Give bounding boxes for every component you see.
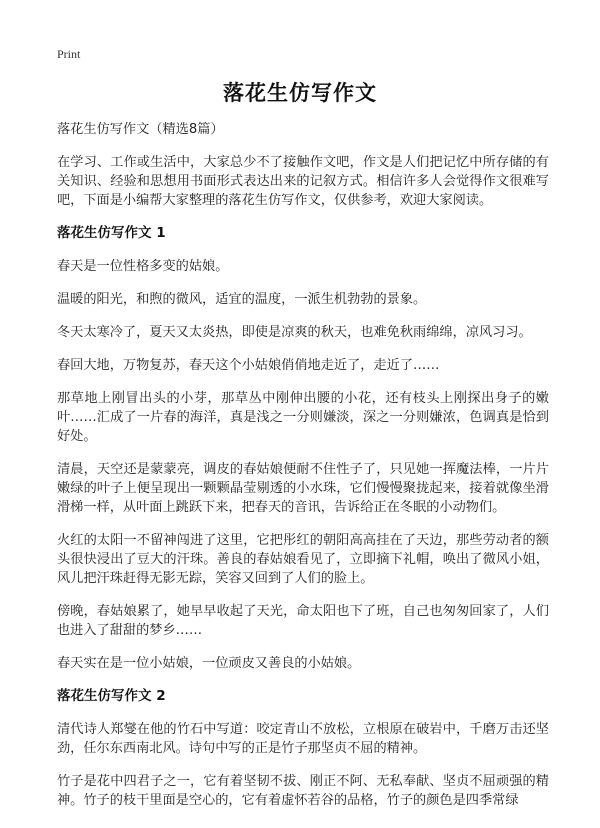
paragraph: 温暖的阳光，和煦的微风，适宜的温度，一派生机勃勃的景象。 <box>57 292 427 307</box>
paragraph: 傍晚，春姑娘累了，她早早收起了天光，命太阳也下了班，自己也匆匆回家了，人们也进入了甜甜的梦乡…… <box>57 604 549 638</box>
paragraph: 春天是一位性格多变的姑娘。 <box>57 259 229 274</box>
paragraph: 那草地上刚冒出头的小芽，那草丛中刚伸出腰的小花，还有枝头上刚探出身子的嫩叶……汇成了一片春的海洋，真是浅之一分则嫌淡，深之一分则嫌浓，色调真是恰到好处。 <box>57 391 549 444</box>
section-2 <box>57 687 549 810</box>
section-heading: 落花生仿写作文 2 <box>57 688 166 704</box>
intro-paragraph: 在学习、工作或生活中，大家总少不了接触作文吧，作文是人们把记忆中所存储的有关知识、经验和思想用书面形式表达出来的记叙方式。相信许多人会觉得作文很难写吧，下面是小编帮大家整理的落花生仿写作文，仅供参考，欢迎大家阅读。 <box>57 155 549 208</box>
paragraph: 清代诗人郑燮在他的竹石中写道：咬定青山不放松，立根原在破岩中，千磨万击还坚劲，任尔东西南北风。诗句中写的正是竹子那坚贞不屈的精神。 <box>57 722 549 756</box>
paragraph: 火红的太阳一不留神闯进了这里，它把彤红的朝阳高高挂在了天边，那些劳动者的额头很快浸出了豆大的汗珠。善良的春姑娘看见了，立即摘下礼帽，唤出了微风小姐，风儿把汗珠赶得无影无踪，笑容又回到了人们的脸上。 <box>57 533 549 586</box>
page-title: 落花生仿写作文 <box>223 81 377 105</box>
paragraph: 春回大地，万物复苏，春天这个小姑娘俏俏地走近了，走近了…… <box>57 358 440 373</box>
section-1 <box>57 224 549 673</box>
article-body <box>57 120 549 824</box>
print-link[interactable]: Print <box>57 47 81 61</box>
paragraph: 清晨，天空还是蒙蒙亮，调皮的春姑娘便耐不住性子了，只见她一挥魔法棒，一片片嫩绿的叶子上便呈现出一颗颗晶莹剔透的小水珠，它们慢慢聚拢起来，接着就像坐滑滑梯一样，从叶面上跳跃下来，把春天的音讯，告诉给正在冬眠的小动物们。 <box>57 462 549 515</box>
paragraph: 春天实在是一位小姑娘，一位顽皮又善良的小姑娘。 <box>57 656 361 671</box>
section-heading: 落花生仿写作文 1 <box>57 225 166 241</box>
paragraph: 冬天太寒冷了，夏天又太炎热，即使是凉爽的秋天，也难免秋雨绵绵，凉风习习。 <box>57 325 532 340</box>
article-subtitle: 落花生仿写作文（精选8篇） <box>57 122 224 137</box>
paragraph: 竹子是花中四君子之一，它有着坚韧不拔、刚正不阿、无私奉献、坚贞不屈顽强的精神。竹子的枝干里面是空心的，它有着虚怀若谷的品格，竹子的颜色是四季常绿 <box>57 774 549 808</box>
